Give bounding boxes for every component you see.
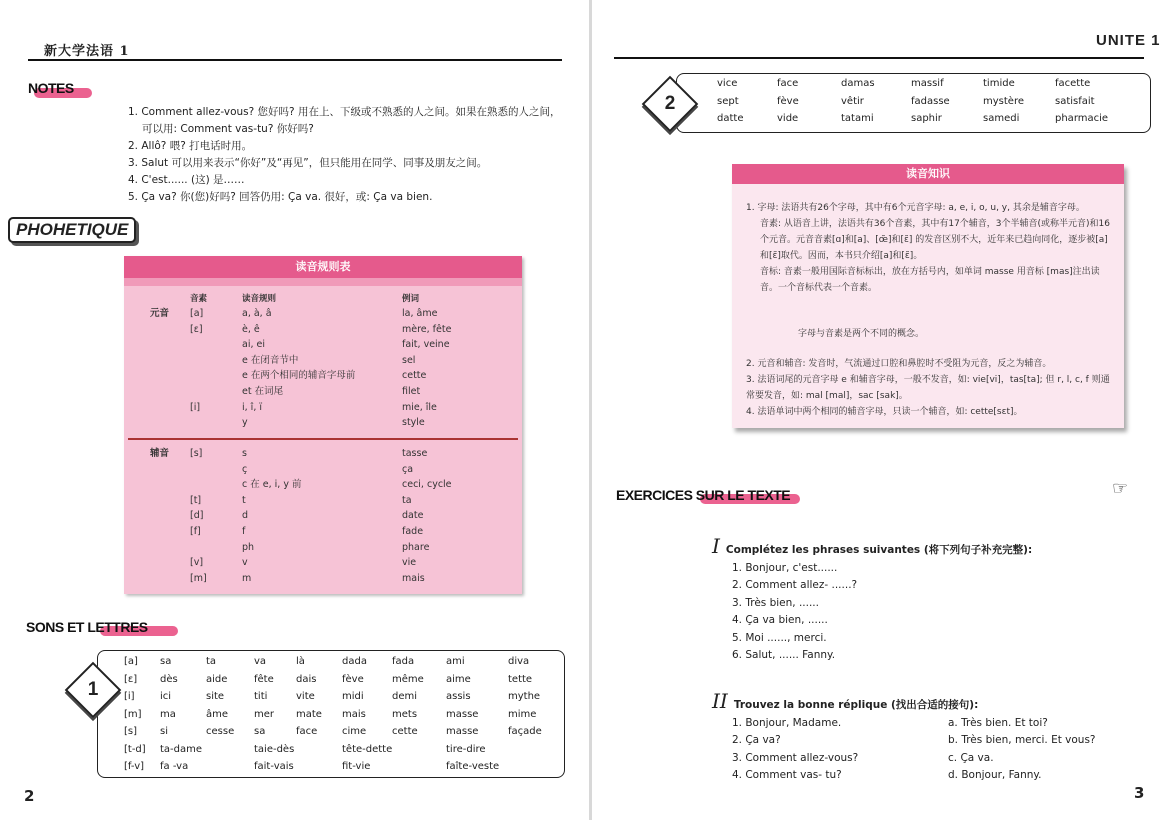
word-cell: fête	[254, 673, 274, 685]
unit-title: UNITE 1	[1096, 32, 1161, 49]
table-cell: e 在闭音节中	[242, 354, 299, 366]
word-cell: damas	[841, 78, 875, 89]
note-item: 3. Salut 可以用来表示“你好”及“再见”，但只能用在同学、同事及朋友之间。	[128, 157, 488, 169]
knowledge-item: 音素: 从语音上讲，法语共有36个音素，其中有17个辅音，3个半辅音(或称半元音)和16个元音。元音音素[ɑ]和[a]、[œ̃]和[ɛ̃] 的发音区别不大，近年来已趋向同化，逐步被[a] 和[ɛ̃]取代。因而，本书只介绍[a]和[ɛ̃]。	[760, 219, 1111, 261]
table-cell: m	[242, 572, 252, 584]
table-cell: la, âme	[402, 308, 438, 319]
word-cell: mythe	[508, 691, 541, 702]
word-cell: vide	[777, 113, 799, 124]
table-cell: [ɛ]	[190, 323, 203, 335]
table-cell: e 在两个相同的辅音字母前	[242, 370, 356, 382]
header-rule	[28, 59, 562, 61]
word-cell: si	[160, 726, 168, 737]
word-cell: fève	[777, 95, 799, 107]
table-cell: ç	[242, 463, 248, 475]
table-band	[124, 278, 522, 286]
exercise-2	[712, 689, 1152, 787]
ex2-title: Trouvez la bonne réplique (找出合适的接句):	[733, 699, 979, 711]
phonetic-rules-table	[124, 256, 522, 594]
word-cell: cesse	[206, 726, 235, 737]
word-cell: mer	[254, 708, 275, 720]
word-cell: va	[254, 656, 267, 667]
table-cell: v	[242, 557, 248, 569]
note-item: 4. C'est...... (这) 是……	[128, 174, 245, 186]
table-cell: date	[402, 510, 424, 522]
table-cell: [f]	[190, 526, 201, 537]
table-cell: fade	[402, 526, 424, 537]
knowledge-item: 3. 法语词尾的元音字母 e 和辅音字母，一般不发音，如: vie[vi]，tas[ta]; 但 r, l, c, f 则通常要发音，如: mal [mal]，sac [sak]。	[746, 375, 1110, 401]
note-item: 2. Allô? 喂? 打电话时用。	[128, 140, 253, 152]
phonetics-knowledge-box	[732, 164, 1124, 428]
word-cell: titi	[254, 691, 268, 702]
phoneme-pair-label: [f-v]	[124, 761, 145, 772]
table-cell: cette	[402, 370, 427, 382]
table-cell: i, î, ï	[242, 401, 262, 413]
word-cell: midi	[342, 691, 364, 702]
word-cell: face	[777, 78, 799, 89]
table-cell: c 在 e, i, y 前	[242, 479, 302, 491]
word-cell: demi	[392, 691, 418, 702]
ex2-numeral: II	[712, 689, 728, 713]
word-cell: cette	[392, 726, 418, 737]
word-cell: mystère	[983, 95, 1024, 107]
knowledge-item: 4. 法语单词中两个相同的辅音字母，只读一个辅音，如: cette[sɛt]。	[746, 407, 1023, 417]
page-number: 2	[24, 787, 35, 805]
notes-heading: NOTES	[28, 80, 74, 96]
table-cell: [t]	[190, 494, 202, 506]
word-cell: aide	[206, 673, 228, 685]
table-cell: a, à, â	[242, 308, 272, 319]
table-cell: mie, île	[402, 401, 437, 413]
word-cell: sa	[254, 726, 266, 737]
table-cell: style	[402, 417, 425, 429]
table-cell: [m]	[190, 572, 207, 584]
word-cell: dès	[160, 673, 178, 685]
table-cell: filet	[402, 386, 421, 397]
book-title: 新大学法语 1	[44, 44, 130, 59]
table-cell: mais	[402, 572, 425, 584]
knowledge-item: 1. 字母: 法语共有26个字母，其中有6个元音字母: a, e, i, o, u, y, 其余是辅音字母。	[746, 203, 1085, 213]
table-cell: s	[242, 448, 247, 459]
word-cell: massif	[911, 78, 944, 89]
phoneme-label: [m]	[124, 708, 142, 720]
pair-cell: ta-dame	[160, 743, 203, 755]
word-cell: pharmacie	[1055, 113, 1109, 124]
table-cell: f	[242, 526, 246, 537]
group-label: 元音	[150, 308, 170, 319]
word-cell: façade	[508, 726, 542, 737]
table-cell: vie	[402, 557, 417, 569]
table-cell: phare	[402, 541, 430, 553]
notes-list	[128, 104, 568, 206]
pair-cell: fa -va	[160, 761, 189, 772]
knowledge-title: 读音知识	[732, 164, 1124, 184]
pair-cell: fait-vais	[254, 761, 294, 772]
page-number: 3	[1134, 784, 1145, 802]
table-cell: [a]	[190, 308, 204, 319]
word-cell: ta	[206, 656, 217, 667]
word-cell: satisfait	[1055, 95, 1095, 107]
ex1-title: Complétez les phrases suivantes (将下列句子补充完整):	[725, 544, 1033, 556]
table-cell: [s]	[190, 448, 203, 459]
word-cell: masse	[446, 726, 479, 737]
word-cell: datte	[717, 113, 744, 124]
col-header: 例词	[402, 294, 420, 304]
table-cell: ceci, cycle	[402, 479, 452, 491]
knowledge-item: 2. 元音和辅音: 发音时，气流通过口腔和鼻腔时不受阻为元音，反之为辅音。	[746, 359, 1052, 369]
ex2-right-item: a. Très bien. Et toi?	[948, 716, 1048, 729]
exercise-1	[712, 534, 1132, 665]
table-divider	[128, 438, 518, 440]
ex2-left-item: 4. Comment vas- tu?	[732, 769, 842, 781]
word-cell: aime	[446, 673, 471, 685]
box2-number: 2	[664, 93, 676, 114]
word-cell: mets	[392, 708, 418, 720]
knowledge-note: 字母与音素是两个不同的概念。	[798, 329, 925, 339]
table-cell: ph	[242, 541, 255, 553]
word-cell: saphir	[911, 113, 942, 124]
table-cell: ta	[402, 494, 412, 506]
ex2-right-column	[948, 715, 1096, 785]
phoneme-label: [a]	[124, 656, 138, 667]
ex2-right-item: c. Ça va.	[948, 751, 994, 764]
knowledge-part1	[746, 200, 1116, 296]
pair-cell: tire-dire	[446, 743, 486, 755]
ex2-left-item: 2. Ça va?	[732, 734, 781, 746]
word-cell: ma	[160, 708, 176, 720]
word-cell: vice	[717, 78, 738, 89]
word-cell: diva	[508, 656, 530, 667]
table-cell: ai, ei	[242, 339, 265, 351]
word-cell: face	[296, 726, 318, 737]
table-cell: sel	[402, 354, 416, 366]
phonetique-label: PHOHETIQUE	[8, 217, 136, 243]
word-cell: là	[296, 656, 305, 667]
table-cell: d	[242, 510, 249, 522]
word-cell: mate	[296, 708, 322, 720]
word-cell: cime	[342, 726, 367, 737]
ex2-right-item: b. Très bien, merci. Et vous?	[948, 734, 1096, 746]
box1-number: 1	[87, 679, 99, 700]
ex2-left-item: 3. Comment allez-vous?	[732, 751, 859, 764]
word-cell: sept	[717, 95, 739, 107]
table-cell: [i]	[190, 401, 201, 413]
ex2-left-item: 1. Bonjour, Madame.	[732, 716, 842, 729]
word-cell: masse	[446, 708, 479, 720]
phoneme-label: [ɛ]	[124, 673, 138, 685]
word-cell: sa	[160, 656, 172, 667]
ex1-item: 5. Moi ......, merci.	[732, 631, 827, 644]
word-cell: assis	[446, 691, 471, 702]
ex1-item: 1. Bonjour, c'est......	[732, 561, 838, 574]
header-rule	[614, 57, 1144, 59]
table-title: 读音规则表	[124, 256, 522, 278]
group-label: 辅音	[150, 448, 170, 459]
word-cell: tette	[508, 673, 533, 685]
col-header: 音素	[190, 294, 208, 304]
ex2-right-item: d. Bonjour, Fanny.	[948, 769, 1042, 781]
ex1-item: 4. Ça va bien, ......	[732, 614, 828, 626]
table-cell: fait, veine	[402, 339, 450, 351]
word-cell: ici	[160, 691, 172, 702]
table-cell: et 在词尾	[242, 386, 284, 397]
ex1-numeral: I	[712, 534, 720, 558]
ex1-item: 3. Très bien, ......	[732, 596, 819, 609]
note-item: 1. Comment allez-vous? 您好吗? 用在上、下级或不熟悉的人之间。如果在熟悉的人之间，可以用: Comment vas-tu? 你好吗?	[128, 106, 561, 135]
note-item: 5. Ça va? 你(您)好吗? 回答仍用: Ça va. 很好，或: Ça va bien.	[128, 191, 433, 203]
phoneme-label: [i]	[124, 691, 135, 702]
pair-cell: fit-vie	[342, 761, 371, 772]
table-cell: mère, fête	[402, 323, 452, 335]
word-cell: dada	[342, 656, 367, 667]
word-cell: mais	[342, 708, 366, 720]
ex1-item: 2. Comment allez- ......?	[732, 579, 858, 591]
word-cell: âme	[206, 708, 229, 720]
word-cell: vite	[296, 691, 315, 702]
table-cell: è, ê	[242, 323, 260, 335]
table-cell: t	[242, 494, 246, 506]
pointing-hand-icon: ☞	[1112, 478, 1129, 499]
knowledge-part2	[746, 356, 1116, 420]
word-cell: dais	[296, 673, 317, 685]
word-cell: fadasse	[911, 95, 950, 107]
word-cell: samedi	[983, 113, 1020, 124]
col-header: 读音规则	[242, 294, 277, 304]
table-cell: y	[242, 417, 248, 429]
exercise-box-1	[97, 650, 565, 778]
word-cell: tatami	[841, 113, 874, 124]
sons-heading: SONS ET LETTRES	[26, 619, 148, 635]
table-cell: tasse	[402, 448, 428, 459]
table-cell: [d]	[190, 510, 204, 522]
exercices-heading: EXERCICES SUR LE TEXTE	[616, 487, 791, 503]
phoneme-pair-label: [t-d]	[124, 743, 146, 755]
pair-cell: taie-dès	[254, 743, 295, 755]
ex1-item: 6. Salut, ...... Fanny.	[732, 649, 836, 661]
word-cell: site	[206, 691, 225, 702]
phoneme-label: [s]	[124, 726, 138, 737]
pair-cell: tête-dette	[342, 743, 393, 755]
pair-cell: faîte-veste	[446, 761, 500, 772]
word-cell: fève	[342, 673, 364, 685]
word-cell: mime	[508, 708, 537, 720]
table-cell: ça	[402, 463, 414, 475]
word-cell: vêtir	[841, 95, 864, 107]
exercise-box-2	[676, 73, 1151, 133]
word-cell: même	[392, 673, 424, 685]
word-cell: fada	[392, 656, 415, 667]
ex2-left-column	[732, 715, 858, 785]
word-cell: timide	[983, 78, 1015, 89]
word-cell: facette	[1055, 78, 1091, 89]
word-cell: ami	[446, 656, 465, 667]
table-cell: [v]	[190, 557, 204, 569]
knowledge-item: 音标: 音素一般用国际音标标出，放在方括号内，如单词 masse 用音标 [mas]注出读音。一个音标代表一个音素。	[760, 267, 1100, 293]
